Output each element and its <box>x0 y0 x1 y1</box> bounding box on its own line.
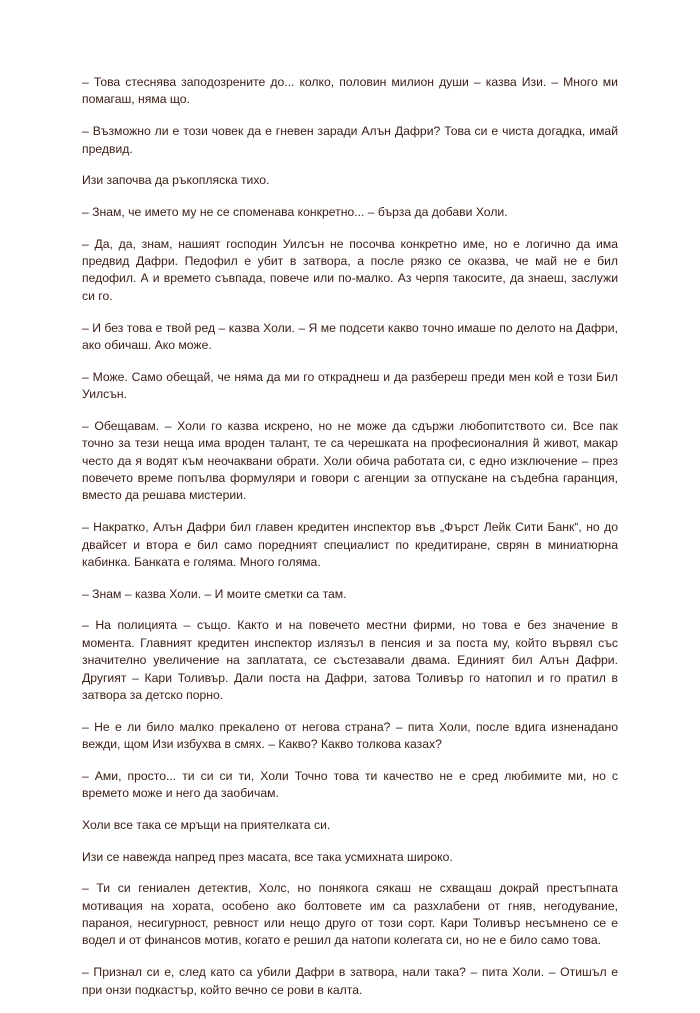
paragraph: – Знам, че името му не се споменава конкретно... – бърза да добави Холи. <box>82 204 508 219</box>
paragraph: – Обещавам. – Холи го казва искрено, но не може да сдържи любопитството си. Все пак точно за тези неща има вроден талант, те са черешката на професионалния й живот, макар често да я водят към неочаквани обрати. Холи обича работата си, с едно изключение – през повечето време попълва формуляри и говори с агенции за отпускане на съдебна гаранция, вместо да решава мистерии. <box>82 418 618 503</box>
paragraph: – Възможно ли е този човек да е гневен заради Алън Дафри? Това си е чиста догадка, имай предвид. <box>82 124 618 156</box>
paragraph: – Да, да, знам, нашият господин Уилсън не посочва конкретно име, но е логично да има предвид Дафри. Педофил е убит в затвора, а после рязко се оказва, че май не е бил педофил. А и времето съвпада, повече или по-малко. Аз черпя такосите, да знаеш, заслужи си го. <box>82 236 618 303</box>
paragraph: Холи все така се мръщи на приятелката си. <box>82 817 331 832</box>
paragraph: – Ти си гениален детектив, Холс, но понякога сякаш не схващаш докрай престъпната мотивация на хората, особено ако болтовете им са разхлабени от гняв, негодувание, параноя, несигурност, ревност или нещо друго от този сорт. Кари Толивър несъмнено се е водел и от финансов мотив, когато е решил да натопи колегата си, но не е било само това. <box>82 881 618 948</box>
paragraph: – Това стеснява заподозрените до... колко, половин милион души – казва Изи. – Много ми помагаш, няма що. <box>82 75 618 107</box>
paragraph: – Ами, просто... ти си си ти, Холи Точно това ти качество не е сред любимите ми, но с времето може и него да заобичам. <box>82 768 618 801</box>
paragraph: – Накратко, Алън Дафри бил главен кредитен инспектор във „Фърст Лейк Сити Банк“, но до двайсет и втора е бил само поредният специалист по кредитиране, сврян в миниатюрна кабинка. Банката е голяма. Много голяма. <box>82 520 618 569</box>
paragraph: – Може. Само обещай, че няма да ми го откраднеш и да разбереш преди мен кой е този Бил Уилсън. <box>82 369 618 402</box>
document-page <box>82 74 618 1013</box>
paragraph: – Знам – казва Холи. – И моите сметки са там. <box>82 586 347 601</box>
paragraph: Изи започва да ръкопляска тихо. <box>82 173 270 188</box>
paragraph: – Не е ли било малко прекалено от негова страна? – пита Холи, после вдига изненадано вежди, щом Изи избухва в смях. – Какво? Какво толкова казах? <box>82 719 618 752</box>
paragraph: Изи се навежда напред през масата, все така усмихната широко. <box>82 849 453 864</box>
paragraph: – На полицията – също. Както и на повечето местни фирми, но това е без значение в момента. Главният кредитен инспектор излязъл в пенсия и за поста му, който вървял със значително увеличение на заплатата, се състезавали двама. Единият бил Алън Дафри. Другият – Кари Толивър. Дали поста на Дафри, затова Толивър го натопил и го пратил в затвора за детско порно. <box>82 618 618 702</box>
paragraph: – И без това е твой ред – казва Холи. – Я ме подсети какво точно имаше по делото на Дафри, ако обичаш. Ако може. <box>82 320 618 352</box>
paragraph: – Признал си е, след като са убили Дафри в затвора, нали така? – пита Холи. – Отишъл е при онзи подкастър, който вечно се рови в калта. <box>82 965 618 997</box>
